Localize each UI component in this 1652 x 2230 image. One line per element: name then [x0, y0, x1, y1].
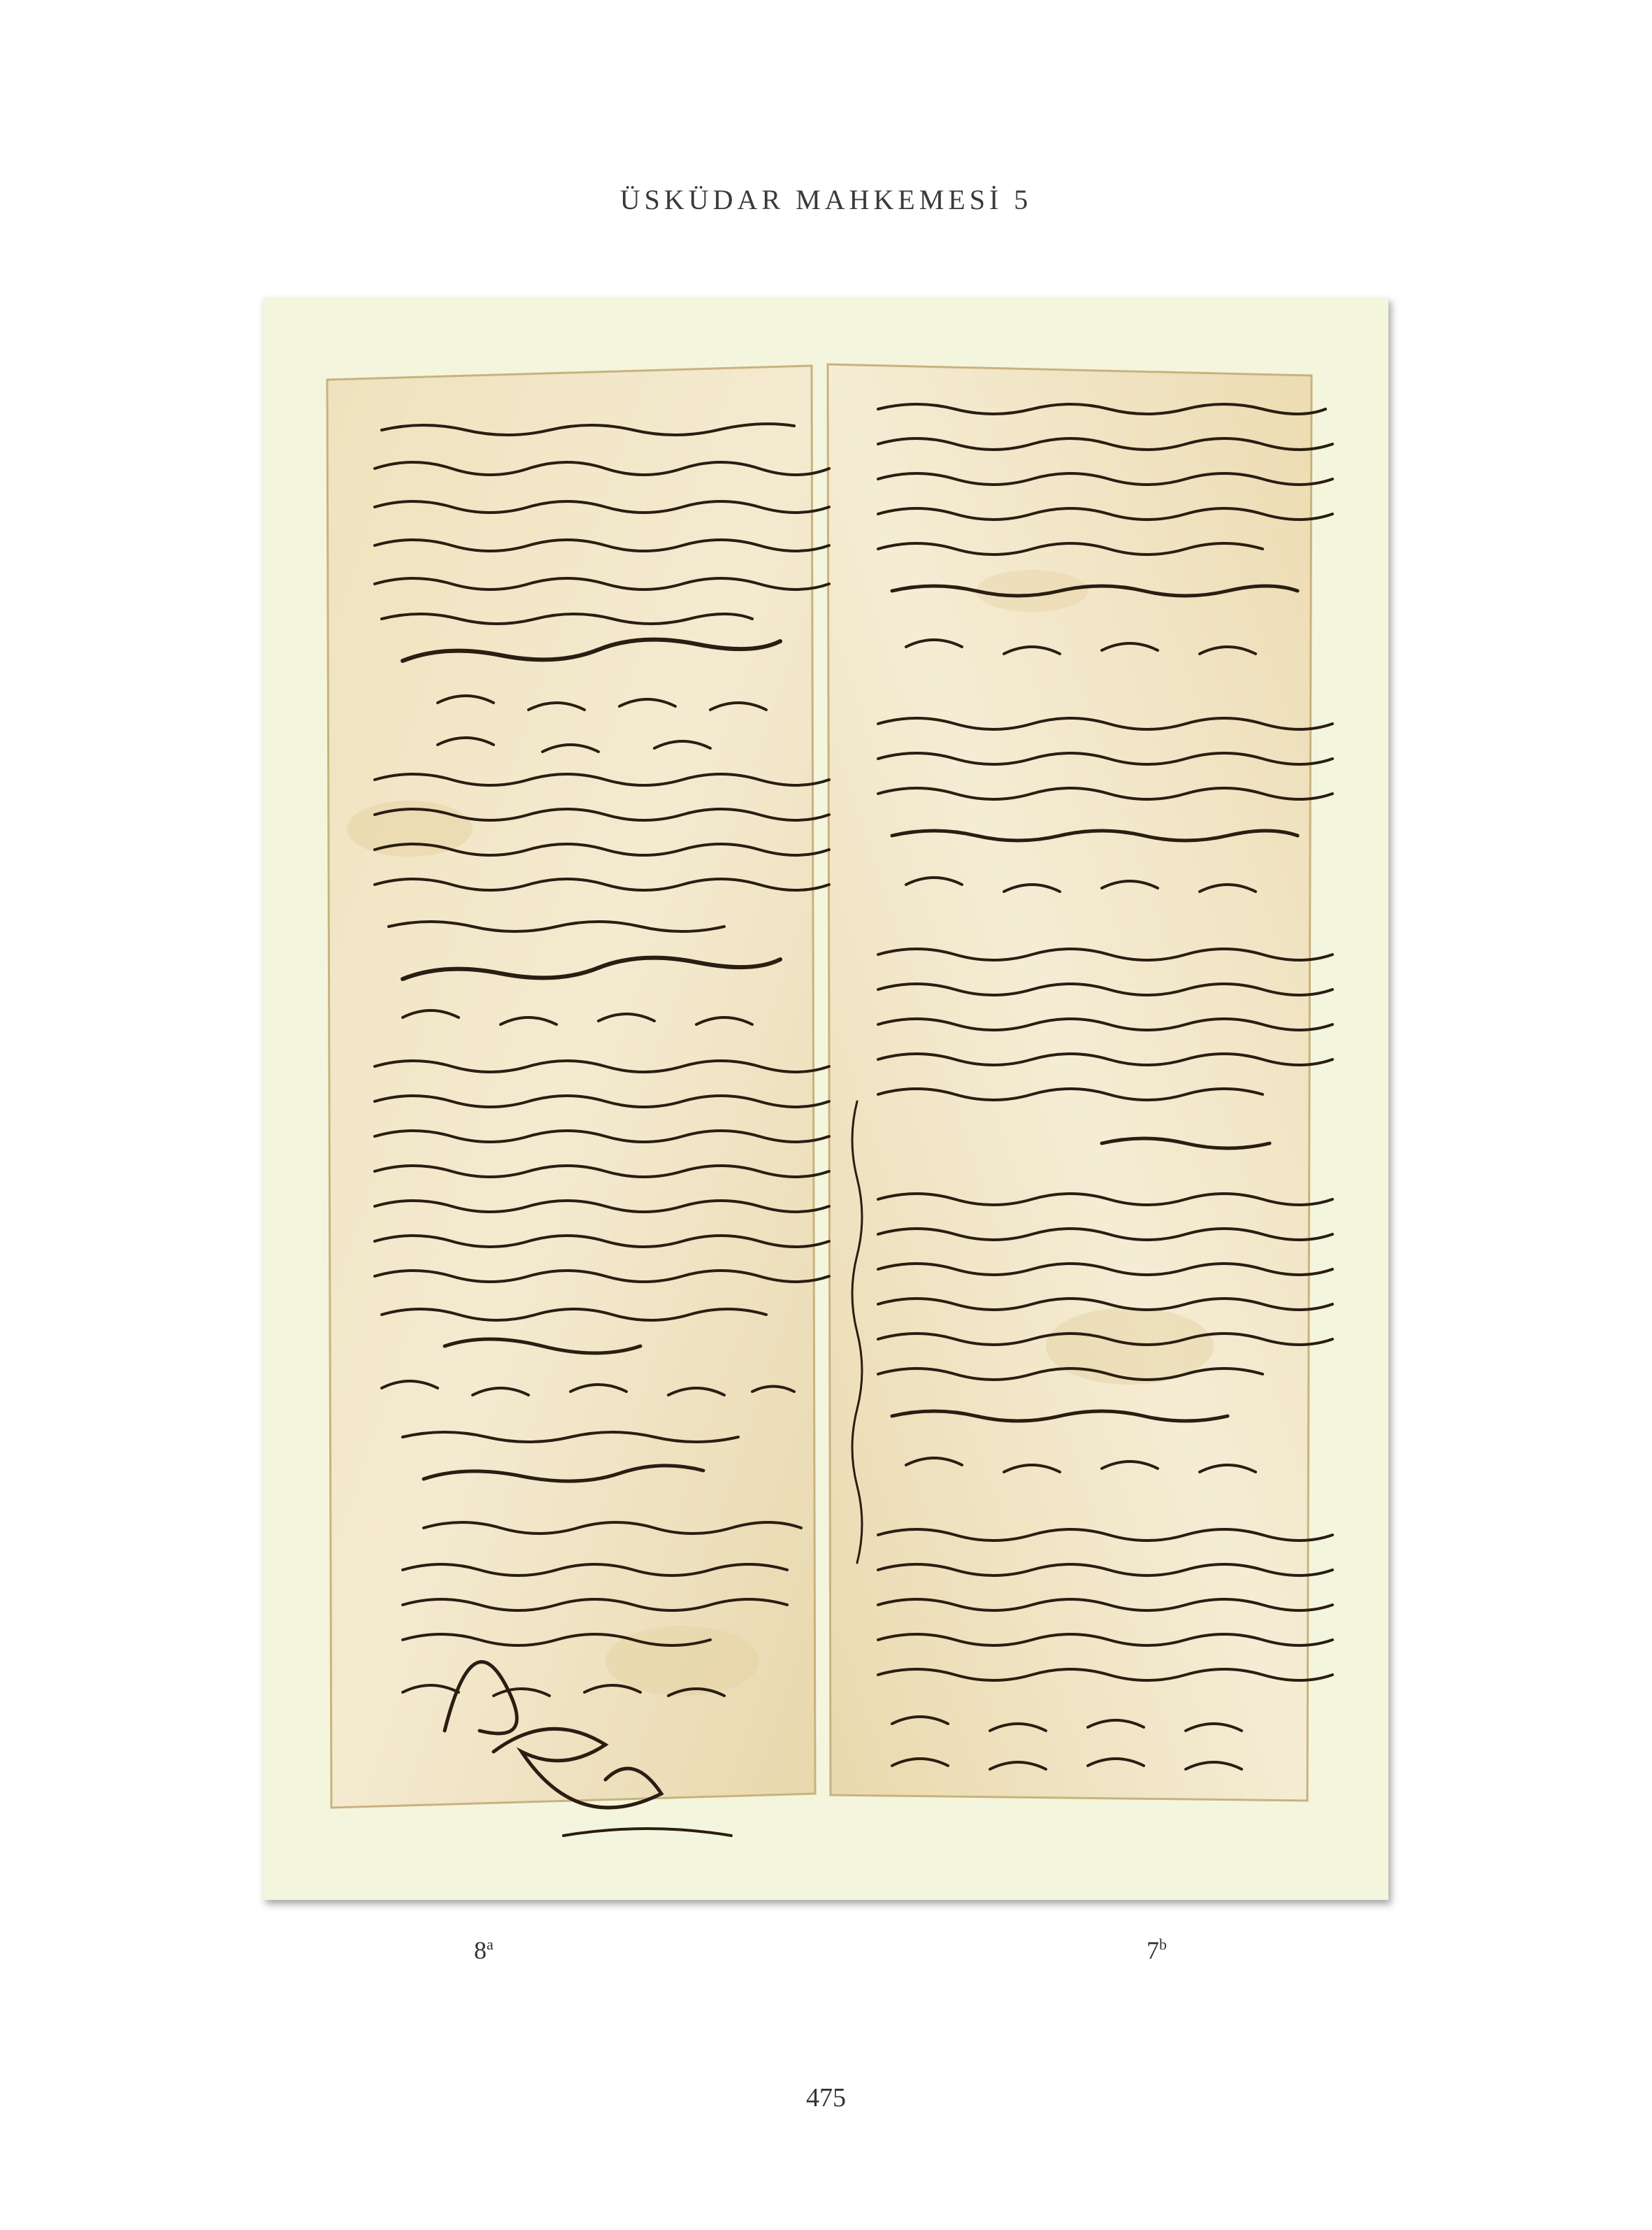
- caption-right-number: 7: [1147, 1936, 1159, 1964]
- page-number: 475: [806, 2083, 846, 2113]
- caption-right-sup: b: [1159, 1936, 1167, 1953]
- manuscript-plate: [263, 297, 1388, 1900]
- running-header: ÜSKÜDAR MAHKEMESİ 5: [619, 184, 1033, 215]
- caption-left: [474, 1936, 494, 1965]
- left-leaf: [327, 366, 815, 1808]
- manuscript-image: [263, 297, 1388, 1900]
- caption-left-sup: a: [487, 1936, 494, 1953]
- caption-right: [1147, 1936, 1167, 1965]
- caption-left-number: 8: [474, 1936, 487, 1964]
